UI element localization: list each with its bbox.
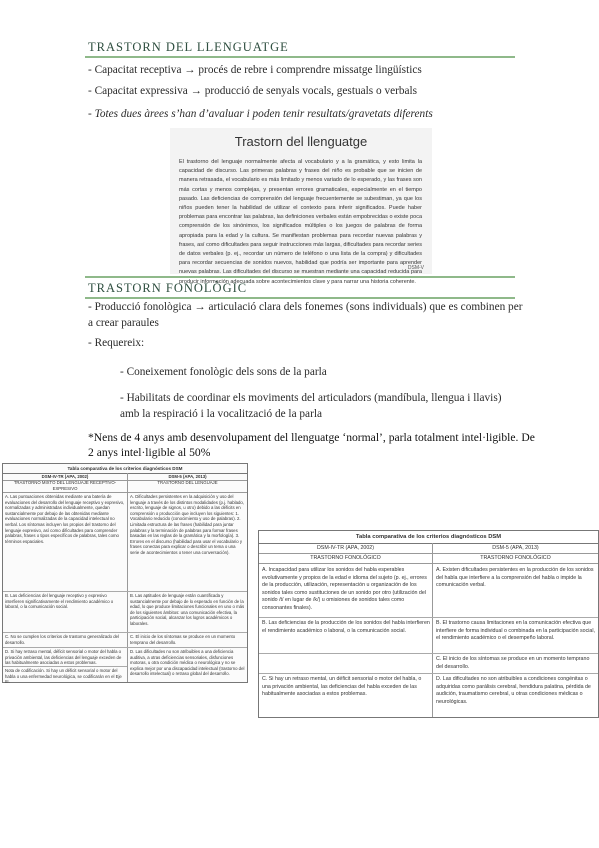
table-cell: D. Las dificultades no son atribuibles a condiciones congénitas o adquiridas como parálisis cerebral, hendidura palatina, pérdida de audición, traumatismo cerebral, u otras condiciones médicas o neurológicas. — [436, 676, 591, 705]
table-cell-coding-note: Nota de codificación. Si hay un déficit sensorial o motor del habla o una enfermedad neurológica, se codificarán en el Eje III. — [5, 668, 122, 685]
table-cell — [262, 656, 430, 672]
row-divider — [259, 617, 598, 618]
table-cell: C. No se cumplen los criterios de trastorno generalizado del desarrollo. — [5, 634, 119, 645]
sub-item-articulator-coordination-cont: amb la respiració i la vocalització de la parla — [120, 408, 322, 420]
list-item-receptive: - Capacitat receptiva → procés de rebre i comprendre missatge lingüístics — [88, 64, 422, 76]
column-subhead-dsm-5: TRASTORNO FONOLÓGICO — [433, 553, 598, 564]
list-item-requires: - Requereix: — [88, 337, 145, 349]
table-language-disorder — [2, 463, 248, 683]
column-subhead-dsm-5: TRASTORNO DEL LENGUAJE — [128, 480, 247, 493]
section-divider — [85, 56, 515, 58]
section-title-phonological-disorder: TRASTORN FONOLÒGIC — [88, 281, 248, 295]
table-cell: C. El inicio de los síntomas se produce en un momento temprano del desarrollo. — [130, 634, 236, 645]
table-cell: D. Si hay retraso mental, déficit sensorial o motor del habla o privación ambiental, las deficiencias del lenguaje exceden de las habitualmente asociadas a estos problemas. — [5, 649, 122, 666]
column-head-dsm-5: DSM-5 (APA, 2013) — [128, 473, 247, 481]
excerpt-title: Trastorn del llenguatge — [234, 134, 368, 149]
row-divider — [259, 653, 598, 654]
column-subhead-dsm-iv: TRASTORNO FONOLÓGICO — [259, 553, 432, 564]
column-head-dsm-5: DSM-5 (APA, 2013) — [433, 543, 598, 554]
table-cell: B. Las deficiencias del lenguaje receptivo y expresivo interfieren significativamente el rendimiento académico o laboral, o la comunicación social. — [5, 593, 114, 610]
table-cell: A. Existen dificultades persistentes en la producción de los sonidos del habla que interfiere a la comprensión del habla o impide la comunicación verbal. — [436, 567, 594, 589]
column-head-dsm-iv: DSM-IV-TR (APA, 2002) — [3, 473, 127, 481]
row-divider — [3, 632, 247, 633]
table-cell: C. El inicio de los síntomas se produce en un momento temprano del desarrollo. — [436, 656, 590, 670]
scanned-excerpt — [170, 128, 432, 285]
section-title-language-disorder: TRASTORN DEL LLENGUATGE — [88, 40, 289, 54]
column-divider — [127, 473, 128, 682]
table-cell: B. El trastorno causa limitaciones en la comunicación efectiva que interfiere de forma individual o combinada en la participación social, el rendimiento académico o el desempeño laboral. — [436, 620, 595, 642]
table-cell: C. Si hay un retraso mental, un déficit sensorial o motor del habla, o una privación ambiental, las deficiencias del habla exceden de las habitualmente asociadas a estos problemas. — [262, 676, 422, 698]
table-title: Tabla comparativa de los criterios diagnósticos DSM — [3, 464, 247, 474]
row-divider — [3, 591, 247, 592]
table-cell: D. Las dificultades no son atribuibles a una deficiencia auditiva, a otras deficiencias sensoriales, disfunciones motoras, u otra condición médica o neurológica y no se explica mejor por una discapacidad intelectual (trastorno del desarrollo intelectual) o retraso global del desarrollo. — [130, 649, 245, 677]
table-cell: A. Las puntuaciones obtenidas mediante una batería de evaluaciones del desarrollo del lenguaje receptivo y expresivo, normalizadas y administradas individualmente, quedan sustancialmente por debajo de las obtenidas mediante evaluaciones normalizadas de la capacidad intelectual no verbal. Los síntomas incluyen los propios del trastorno del lenguaje expresivo, así como dificultades para comprender palabras, frases o tipos específicos de palabras, tales como términos espaciales. — [5, 494, 125, 544]
table-cell: B. Las aptitudes de lenguaje están cuantificada y sustancialmente por debajo de lo esperado en función de la edad, lo que produce limitaciones funcionales en uno o más de los siguientes ámbitos: una comunicación efectiva, la participación social, alcanzar los logros académicos o laborales. — [130, 593, 245, 626]
table-cell: A. Dificultades persistentes en la adquisición y uso del lenguaje a través de los distintos modalidades (p.j. hablado, escrito, lenguaje de signos, u otro) debido a las déficits en comprensión o producción que incluyen los siguientes: 1. Vocabulario reducido (conocimiento y uso de palabras). 2. Limitada estructura de las frases (habilidad para juntar palabras y la terminación de palabras para formar frases basadas en las reglas de la gramática y la morfología). 3. Errores en el discurso (habilidad para usar el vocabulario y frases conectas para explicar o describir un tema o una serie de acontecimientos o tener una conversación). — [130, 494, 244, 555]
excerpt-source: DSM-V — [407, 265, 424, 271]
section-divider-2 — [85, 276, 515, 278]
list-item-phonological-production-cont: a crear paraules — [88, 317, 159, 329]
table-cell: B. Las deficiencias de la producción de los sonidos del habla interfieren el rendimiento académico o laboral, o la comunicación social. — [262, 620, 430, 634]
column-head-dsm-iv: DSM-IV-TR (APA, 2002) — [259, 543, 432, 554]
list-item-both-areas: - Totes dues àrees s’han d’avaluar i poden tenir resultats/gravetats diferents — [88, 108, 433, 120]
column-divider — [432, 543, 433, 717]
sub-item-articulator-coordination: - Habilitats de coordinar els moviments del articuladors (mandíbula, llengua i llavis) — [120, 392, 502, 404]
excerpt-body: El trastorno del lenguaje normalmente afecta al vocabulario y a la gramática, y esto limita la capacidad de discurso. Las primeras palabras y frases del niño es probable que se inicien de manera retrasada, el vocabulario es más limitado y menos variado de lo esperado, y las frases son más cortas y menos complejas, y presentan errores gramaticales, especialmente en el tiempo pasado. Las deficiencias de comprensión del lenguaje frecuentemente se subestiman, ya que los niños pueden tener la habilidad de utilizar el contexto para inferir significados. Puede haber problemas para encontrar las palabras, las definiciones verbales están empobrecidas o existe poca comprensión de los sinónimos, los significados múltiples o los juegos de palabras de forma apropiada para la edad y la cultura. Se manifiestan problemas para recordar nuevas palabras y frases, así como dificultades para seguir instrucciones más largas, dificultades para recordar series de datos verbales (p. ej., recordar un número de teléfono o una lista de la compra) y dificultades para recordar secuencias de sonidos nuevos, habilidad que podría ser importante para aprender nuevas palabras. Las dificultades del discurso se muestran mediante una capacidad reducida para producir información adecuada sobre acontecimientos clave y para narrar una historia coherente. — [179, 159, 422, 285]
table-phonological-disorder — [258, 530, 599, 718]
intelligibility-note-cont: 2 anys intel·ligible al 50% — [88, 446, 211, 459]
intelligibility-note: *Nens de 4 anys amb desenvolupament del llenguatge ‘normal’, parla totalment intel·ligible. De — [88, 431, 535, 444]
table-title: Tabla comparativa de los criterios diagnósticos DSM — [259, 531, 598, 544]
section-divider-3 — [85, 297, 515, 299]
list-item-phonological-production: - Producció fonològica → articulació clara dels fonemes (sons individuals) que es combinen per — [88, 301, 523, 313]
row-divider — [3, 647, 247, 648]
row-divider — [3, 666, 127, 667]
sub-item-phonological-knowledge: - Coneixement fonològic dels sons de la parla — [120, 366, 327, 378]
row-divider — [259, 673, 598, 674]
column-subhead-dsm-iv: TRASTORNO MIXTO DEL LENGUAJE RECEPTIVO-EXPRESIVO — [3, 480, 127, 493]
list-item-expressive: - Capacitat expressiva → producció de senyals vocals, gestuals o verbals — [88, 85, 418, 97]
table-cell: A. Incapacidad para utilizar los sonidos del habla esperables evolutivamente y propios de la edad e idioma del sujeto (p. ej., errores de la producción, utilización, representación u organización de los sonidos tales como sustituciones de un sonido por otro (utilización del sonido /t/ en lugar de /k/) u omisiones de sonidos tales como consonantes finales). — [262, 567, 427, 611]
